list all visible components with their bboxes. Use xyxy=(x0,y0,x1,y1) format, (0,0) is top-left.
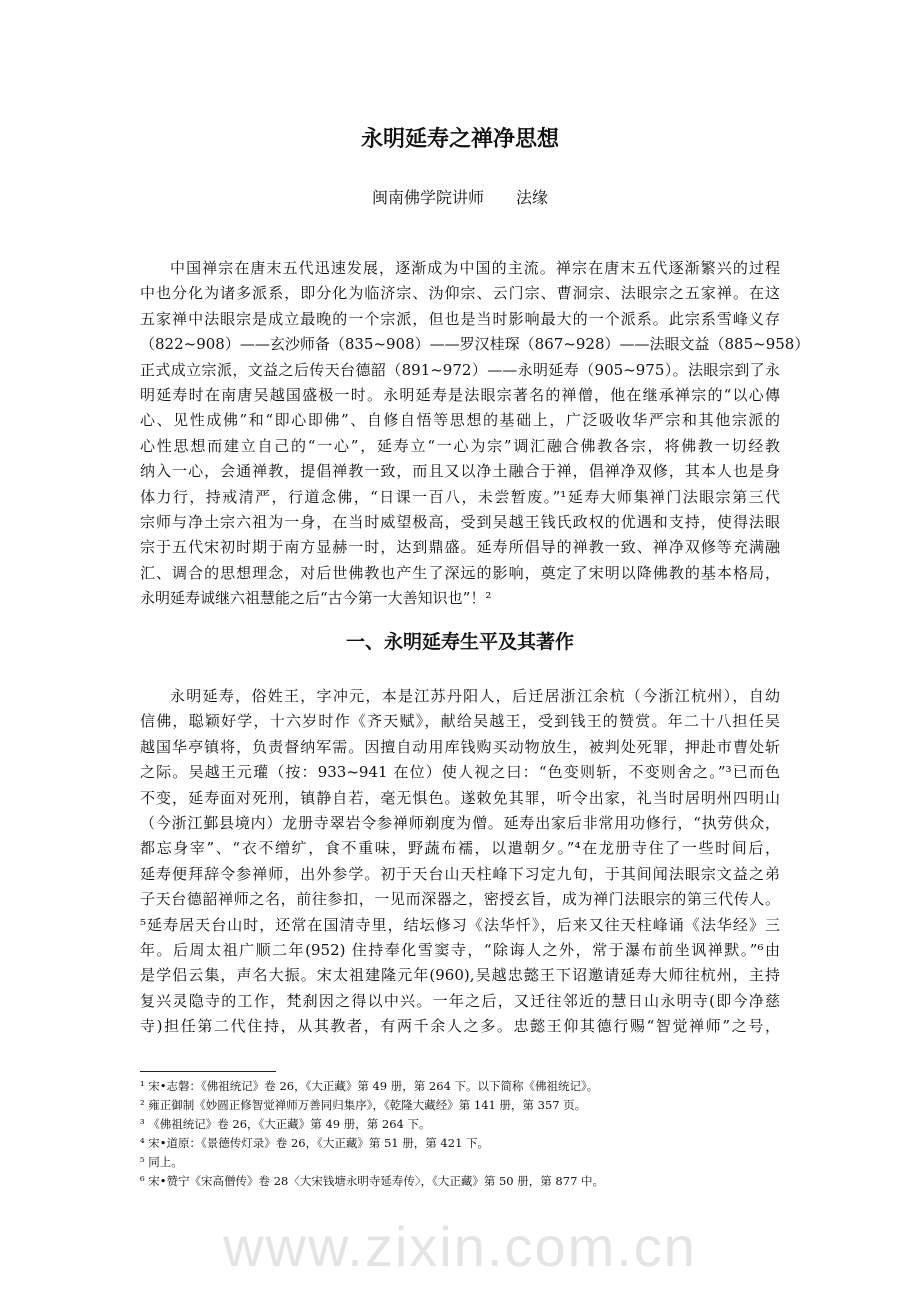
text-line: 越国华亭镇将，负责督纳军需。因擅自动用库钱购买动物放生，被判处死罪，押赴市曹处斩 xyxy=(140,737,780,756)
text-line: 永明延寿，俗姓王，字冲元，本是江苏丹阳人，后迁居浙江余杭（今浙江杭州），自幼 xyxy=(170,687,780,705)
footnote: ⁴ 宋•道原：《景德传灯录》卷 26，《大正藏》第 51 册，第 421 下。 xyxy=(140,1136,490,1150)
footnote: ⁶ 宋•赞宁《宋高僧传》卷 28〈大宋钱塘永明寺延寿传〉，《大正藏》第 50 册，第 877 中。 xyxy=(140,1174,605,1188)
intro-paragraph xyxy=(140,256,810,611)
section-heading: 一、永明延寿生平及其著作 xyxy=(345,631,574,653)
text-line: 心、见性成佛”和“即心即佛”、自修自悟等思想的基础上，广泛吸收华严宗和其他宗派的 xyxy=(140,411,780,430)
text-line: ⁵延寿居天台山时，还常在国清寺里，结坛修习《法华忏》，后来又往天柱峰诵《法华经》三 xyxy=(140,915,780,934)
text-line: 年。后周太祖广顺二年(952) 住持奉化雪窦寺，“除诲人之外，常于瀑布前坐讽禅默。”⁶由 xyxy=(140,940,780,959)
footnote: ¹ 宋•志磐：《佛祖统记》卷 26，《大正藏》第 49 册，第 264 下。以下简称《佛祖统记》。 xyxy=(140,1079,599,1093)
text-line: 不变，延寿面对死刑，镇静自若，毫无惧色。遂敕免其罪，听令出家，礼当时居明州四明山 xyxy=(140,788,780,807)
text-line: 正式成立宗派，文益之后传天台德韶（891~972）——永明延寿（905~975）。法眼宗到了永 xyxy=(140,360,780,379)
footnote: ² 雍正御制《妙圆正修智觉禅师万善同归集序》，《乾隆大藏经》第 141 册，第 357 页。 xyxy=(140,1098,587,1112)
text-line: 宗师与净土宗六祖为一身，在当时威望极高，受到吴越王钱氏政权的优遇和支持，使得法眼 xyxy=(140,512,780,531)
text-line: 体力行，持戒清严，行道念佛，“日课一百八，未尝暂废。”¹延寿大师集禅门法眼宗第三代 xyxy=(140,487,780,506)
text-line: 中国禅宗在唐末五代迅速发展，逐渐成为中国的主流。禅宗在唐末五代逐渐繁兴的过程 xyxy=(170,259,780,277)
watermark: www.zixin.com.cn xyxy=(223,1215,697,1278)
document-title: 永明延寿之禅净思想 xyxy=(360,126,559,152)
text-line: 延寿便拜辞令参禅师，出外参学。初于天台山天柱峰下习定九旬，于其间闻法眼宗文益之弟 xyxy=(140,864,780,883)
text-line: 之际。吴越王元瓘（按：933~941 在位）使人视之曰：“色变则斩，不变则舍之。”³已而色 xyxy=(140,763,780,782)
biography-paragraph xyxy=(140,684,780,1039)
text-line: （今浙江鄞县境内）龙册寺翠岩令参禅师剃度为僧。延寿出家后非常用功修行，“执劳供众， xyxy=(140,813,780,832)
text-line: 子天台德韶禅师之名，前往参扣，一见而深器之，密授玄旨，成为禅门法眼宗的第三代传人。 xyxy=(140,890,780,909)
text-line: 中也分化为诸多派系，即分化为临济宗、沩仰宗、云门宗、曹洞宗、法眼宗之五家禅。在这 xyxy=(140,284,780,303)
text-line: 纳入一心，会通禅教，提倡禅教一致，而且又以净土融合于禅，倡禅净双修，其本人也是身 xyxy=(140,462,780,481)
author-line: 闽南佛学院讲师 法缘 xyxy=(371,188,548,207)
footnotes xyxy=(140,1077,760,1191)
footnote-divider xyxy=(140,1071,276,1072)
text-line: 五家禅中法眼宗是成立最晚的一个宗派，但也是当时影响最大的一个派系。此宗系雪峰义存 xyxy=(140,309,780,328)
text-line: 是学侣云集，声名大振。宋太祖建隆元年(960),吴越忠懿王下诏邀请延寿大师往杭州，主持 xyxy=(140,966,780,985)
text-line: 宗于五代宋初时期于南方显赫一时，达到鼎盛。延寿所倡导的禅教一致、禅净双修等充满融 xyxy=(140,538,780,557)
text-line: 永明延寿诚继六祖慧能之后“古今第一大善知识也”！² xyxy=(140,589,492,608)
text-line: 寺)担任第二代住持，从其教者，有两千余人之多。忠懿王仰其德行赐“智觉禅师”之号， xyxy=(140,1017,780,1036)
text-line: 复兴灵隐寺的工作，梵刹因之得以中兴。一年之后，又迁往邻近的慧日山永明寺(即今净慈 xyxy=(140,991,780,1010)
text-line: 信佛，聪颖好学，十六岁时作《齐天赋》，献给吴越王，受到钱王的赞赏。年二十八担任吴 xyxy=(140,712,780,731)
text-line: 都忘身宰”、“衣不缯纩，食不重味，野蔬布襦，以遣朝夕。”⁴在龙册寺住了一些时间后， xyxy=(140,839,780,858)
footnote: ³ 《佛祖统记》卷 26，《大正藏》第 49 册，第 264 下。 xyxy=(140,1117,431,1131)
footnote: ⁵ 同上。 xyxy=(140,1155,183,1169)
text-line: 汇、调合的思想理念，对后世佛教也产生了深远的影响，奠定了宋明以降佛教的基本格局， xyxy=(140,563,780,582)
text-line: （822~908）——玄沙师备（835~908）——罗汉桂琛（867~928）——法眼文益（885~958） xyxy=(140,335,810,354)
text-line: 明延寿时在南唐吴越国盛极一时。永明延寿是法眼宗著名的禅僧，他在继承禅宗的“以心傳 xyxy=(140,385,780,404)
text-line: 心性思想而建立自己的“一心”，延寿立“一心为宗”调汇融合佛教各宗，将佛教一切经教 xyxy=(140,436,780,455)
